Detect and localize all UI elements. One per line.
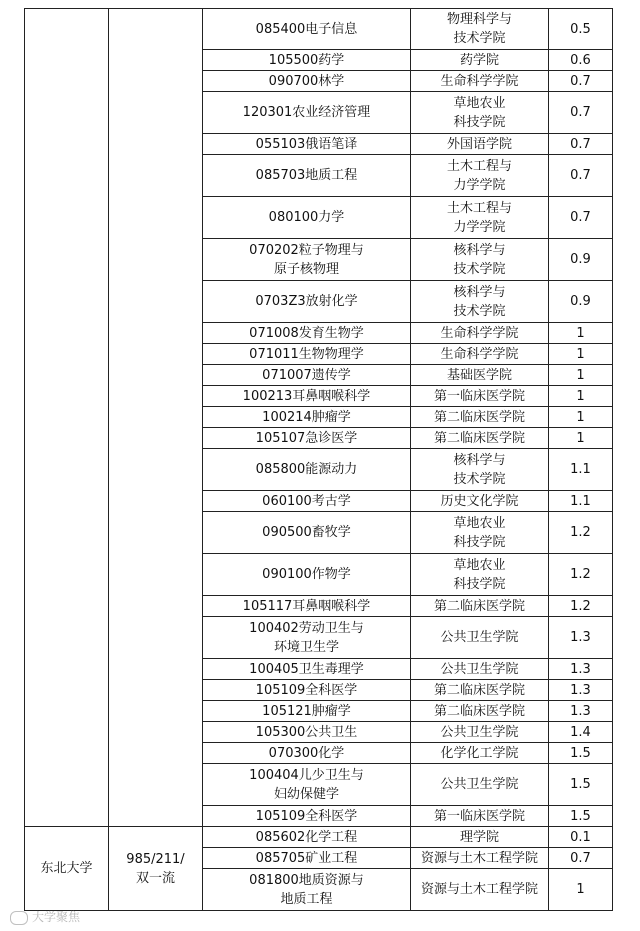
line: 理学院	[459, 829, 499, 845]
major-cell	[203, 239, 411, 281]
value-cell: 1.2	[549, 554, 613, 596]
school-cell	[411, 512, 549, 554]
school-cell	[411, 92, 549, 134]
line: 公共卫生学院	[440, 724, 519, 740]
value-cell: 1	[549, 365, 613, 386]
line: 土木工程与	[446, 158, 512, 174]
line: 原子核物理	[273, 261, 339, 277]
line: 技术学院	[453, 31, 506, 46]
major-cell	[203, 449, 411, 491]
school-cell	[411, 344, 549, 365]
major-cell	[203, 659, 411, 680]
line: 0703Z3放射化学	[255, 294, 358, 309]
major-cell	[203, 92, 411, 134]
value-cell: 1.3	[549, 680, 613, 701]
line: 105117耳鼻咽喉科学	[242, 598, 371, 614]
line: 085800能源动力	[255, 462, 358, 477]
major-cell	[203, 869, 411, 911]
line: 090700林学	[268, 73, 345, 89]
major-cell	[203, 50, 411, 71]
school-cell	[411, 554, 549, 596]
school-cell	[411, 491, 549, 512]
line: 草地农业	[453, 515, 506, 531]
line: 药学院	[459, 52, 499, 68]
major-cell	[203, 323, 411, 344]
value-cell: 1.5	[549, 806, 613, 827]
value-cell: 1.5	[549, 743, 613, 764]
major-cell	[203, 806, 411, 827]
line: 化学化工学院	[440, 745, 519, 761]
line: 071011生物物理学	[249, 346, 364, 362]
table-row	[25, 9, 613, 50]
value-cell: 0.7	[549, 155, 613, 197]
line: 105300公共卫生	[255, 724, 358, 740]
university-cell	[25, 9, 109, 827]
line: 生命科学学院	[440, 73, 519, 89]
major-cell	[203, 764, 411, 806]
major-cell	[203, 701, 411, 722]
line: 105107急诊医学	[255, 430, 358, 446]
line: 100214肿瘤学	[262, 409, 351, 425]
major-cell	[203, 596, 411, 617]
line: 085400电子信息	[255, 21, 358, 37]
value-cell: 1.3	[549, 659, 613, 680]
value-cell: 1.4	[549, 722, 613, 743]
major-cell	[203, 197, 411, 239]
value-cell: 0.5	[549, 9, 613, 50]
school-cell	[411, 722, 549, 743]
line: 105121肿瘤学	[262, 703, 351, 719]
line: 085705矿业工程	[255, 850, 358, 866]
line: 历史文化学院	[440, 493, 519, 509]
line: 物理科学与	[446, 12, 512, 27]
table-row	[25, 827, 613, 848]
major-cell	[203, 386, 411, 407]
school-cell	[411, 197, 549, 239]
school-cell	[411, 428, 549, 449]
school-cell	[411, 407, 549, 428]
line: 核科学与	[453, 452, 506, 468]
school-cell	[411, 680, 549, 701]
school-cell	[411, 386, 549, 407]
school-cell	[411, 764, 549, 806]
value-cell: 1.3	[549, 701, 613, 722]
line: 090500畜牧学	[262, 525, 351, 540]
value-cell: 0.7	[549, 92, 613, 134]
line: 060100考古学	[262, 493, 351, 509]
line: 土木工程与	[446, 200, 512, 216]
major-cell	[203, 722, 411, 743]
line: 基础医学院	[446, 367, 512, 383]
major-cell	[203, 743, 411, 764]
line: 120301农业经济管理	[242, 105, 371, 120]
school-cell	[411, 596, 549, 617]
line: 生命科学学院	[440, 346, 519, 362]
value-cell: 0.6	[549, 50, 613, 71]
major-cell	[203, 281, 411, 323]
line: 核科学与	[453, 242, 506, 258]
line: 070300化学	[268, 745, 345, 761]
school-cell	[411, 806, 549, 827]
line: 技术学院	[453, 261, 506, 277]
line: 第二临床医学院	[433, 703, 525, 719]
major-cell	[203, 155, 411, 197]
value-cell: 1	[549, 869, 613, 911]
line: 资源与土木工程学院	[420, 850, 538, 866]
value-cell: 1.2	[549, 596, 613, 617]
line: 科技学院	[453, 114, 506, 130]
major-cell	[203, 491, 411, 512]
value-cell: 0.1	[549, 827, 613, 848]
major-cell	[203, 134, 411, 155]
school-cell	[411, 827, 549, 848]
line: 105109全科医学	[255, 682, 358, 698]
line: 第一临床医学院	[433, 388, 525, 404]
school-cell	[411, 134, 549, 155]
major-cell	[203, 344, 411, 365]
value-cell: 1.3	[549, 617, 613, 659]
school-cell	[411, 71, 549, 92]
line: 105500药学	[268, 52, 345, 68]
school-cell	[411, 50, 549, 71]
major-cell	[203, 827, 411, 848]
line: 081800地质资源与	[249, 872, 364, 888]
value-cell: 1.2	[549, 512, 613, 554]
university-cell	[25, 827, 109, 911]
line: 公共卫生学院	[440, 630, 519, 645]
school-cell	[411, 848, 549, 869]
line: 090100作物学	[262, 567, 351, 582]
tier-cell	[109, 9, 203, 827]
value-cell: 0.7	[549, 197, 613, 239]
school-cell	[411, 701, 549, 722]
value-cell: 1.5	[549, 764, 613, 806]
line: 第二临床医学院	[433, 409, 525, 425]
line: 080100力学	[268, 210, 345, 225]
line: 妇幼保健学	[273, 786, 339, 802]
major-cell	[203, 428, 411, 449]
major-cell	[203, 617, 411, 659]
line: 资源与土木工程学院	[420, 882, 538, 897]
line: 科技学院	[453, 576, 506, 592]
watermark-icon	[10, 911, 28, 925]
value-cell: 1	[549, 386, 613, 407]
line: 力学学院	[453, 219, 506, 235]
major-cell	[203, 71, 411, 92]
major-cell	[203, 9, 411, 50]
value-cell: 0.7	[549, 134, 613, 155]
line: 070202粒子物理与	[249, 242, 364, 258]
value-cell: 0.7	[549, 848, 613, 869]
value-cell: 1	[549, 428, 613, 449]
line: 技术学院	[453, 303, 506, 319]
line: 100402劳动卫生与	[249, 620, 364, 636]
line: 100404儿少卫生与	[249, 767, 364, 783]
school-cell	[411, 659, 549, 680]
line: 第二临床医学院	[433, 598, 525, 614]
school-cell	[411, 9, 549, 50]
value-cell: 1.1	[549, 449, 613, 491]
major-cell	[203, 512, 411, 554]
line: 核科学与	[453, 284, 506, 300]
school-cell	[411, 155, 549, 197]
major-cell	[203, 680, 411, 701]
line: 公共卫生学院	[440, 661, 519, 677]
tier-cell	[109, 827, 203, 911]
line: 地质工程	[280, 891, 333, 907]
major-cell	[203, 365, 411, 386]
line: 生命科学学院	[440, 325, 519, 341]
school-cell	[411, 239, 549, 281]
school-cell	[411, 869, 549, 911]
value-cell: 0.9	[549, 281, 613, 323]
line: 第二临床医学院	[433, 430, 525, 446]
line: 草地农业	[453, 557, 506, 573]
value-cell: 1	[549, 407, 613, 428]
major-cell	[203, 848, 411, 869]
line: 105109全科医学	[255, 808, 358, 824]
line: 科技学院	[453, 534, 506, 550]
value-cell: 0.7	[549, 71, 613, 92]
line: 公共卫生学院	[440, 777, 519, 792]
line: 985/211/	[126, 851, 185, 867]
school-cell	[411, 743, 549, 764]
line: 071007遗传学	[262, 367, 351, 383]
line: 草地农业	[453, 95, 506, 111]
line: 双一流	[135, 870, 175, 886]
school-cell	[411, 323, 549, 344]
school-cell	[411, 281, 549, 323]
line: 力学学院	[453, 177, 506, 193]
school-cell	[411, 365, 549, 386]
line: 085602化学工程	[255, 829, 358, 845]
line: 055103俄语笔译	[255, 136, 358, 152]
line: 技术学院	[453, 471, 506, 487]
line: 第二临床医学院	[433, 682, 525, 698]
line: 环境卫生学	[273, 639, 339, 655]
watermark	[10, 908, 80, 925]
value-cell: 1.1	[549, 491, 613, 512]
university-name: 东北大学	[40, 861, 93, 876]
line: 100213耳鼻咽喉科学	[242, 388, 371, 404]
value-cell: 0.9	[549, 239, 613, 281]
value-cell: 1	[549, 344, 613, 365]
major-cell	[203, 554, 411, 596]
line: 第一临床医学院	[433, 808, 525, 824]
school-cell	[411, 449, 549, 491]
major-cell	[203, 407, 411, 428]
admission-table	[24, 8, 613, 911]
value-cell: 1	[549, 323, 613, 344]
watermark-text: 大学聚焦	[32, 910, 81, 924]
line: 外国语学院	[446, 136, 512, 152]
line: 071008发育生物学	[249, 325, 364, 341]
school-cell	[411, 617, 549, 659]
line: 100405卫生毒理学	[249, 661, 364, 677]
line: 085703地质工程	[255, 168, 358, 183]
